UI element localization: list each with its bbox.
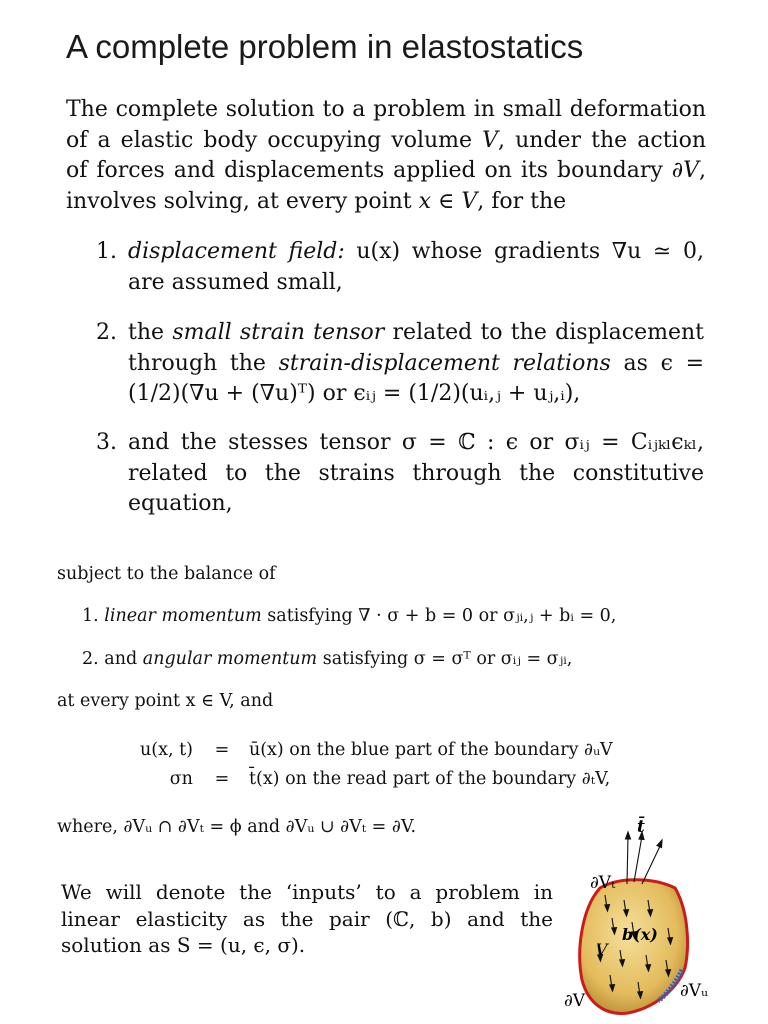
balance-em: angular momentum xyxy=(142,649,318,669)
list-item-em2: strain-displacement relations xyxy=(278,350,611,376)
where-line: where, ∂Vᵤ ∩ ∂Vₜ = ϕ and ∂Vᵤ ∪ ∂Vₜ = ∂V. xyxy=(57,817,417,837)
intro-V: V xyxy=(482,127,499,153)
dV-label: ∂V xyxy=(564,991,586,1011)
page-title: A complete problem in elastostatics xyxy=(66,28,584,65)
equation-equals: = xyxy=(214,739,230,760)
dVu-label: ∂Vᵤ xyxy=(680,981,708,1001)
list-item-strain xyxy=(96,318,704,410)
traction-arrows xyxy=(626,832,663,884)
intro-pre: The complete solution to a problem in small deformation of a elastic body occupying volume xyxy=(66,97,706,153)
list-item-em: displacement field: xyxy=(128,239,345,264)
inputs-note: We will denote the ‘inputs’ to a problem in linear elasticity as the pair (ℂ, b) and the solution as S = (u, ϵ, σ). xyxy=(61,880,553,957)
boundary-conditions xyxy=(140,735,613,793)
list-item-text-b: as ϵ = (1/2)(∇u + (∇u)ᵀ) or ϵᵢⱼ = (1/2)(uᵢ,ⱼ + uⱼ,ᵢ), xyxy=(128,350,705,406)
equation-row xyxy=(140,764,613,793)
equation-row xyxy=(140,735,613,764)
list-number: 1. xyxy=(96,239,117,264)
balance-text: satisfying ∇ · σ + b = 0 or σⱼᵢ,ⱼ + bᵢ = 0, xyxy=(261,606,617,626)
intro-x-in-V: x ∈ V xyxy=(418,188,478,214)
list-item-text: u(x) whose gradients ∇u ≃ 0, are assumed small, xyxy=(128,239,704,295)
at-every-point: at every point x ∈ V, and xyxy=(57,691,274,711)
traction-label: t̄ xyxy=(637,817,645,837)
balance-angular xyxy=(82,647,572,671)
balance-number: 2. xyxy=(82,649,99,669)
balance-text: satisfying σ = σᵀ or σᵢⱼ = σⱼᵢ, xyxy=(317,649,573,669)
equation-rhs: ū(x) on the blue part of the boundary ∂ᵤV xyxy=(248,739,613,760)
equation-rhs: t̄(x) on the read part of the boundary ∂ₜV, xyxy=(248,768,611,789)
equation-lhs: σn xyxy=(169,768,193,789)
intro-mid1: , under the action of forces and displacements applied on its boundary xyxy=(66,127,706,183)
list-item-pre: the xyxy=(128,320,173,345)
intro-dV: ∂V xyxy=(671,158,699,183)
intro-paragraph xyxy=(66,95,706,217)
list-item-em: small strain tensor xyxy=(172,320,385,345)
equation-lhs: u(x, t) xyxy=(140,739,193,760)
equation-equals: = xyxy=(214,768,230,789)
list-item-displacement xyxy=(96,237,704,298)
list-item-text: related to the displacement through the xyxy=(128,320,704,376)
elastic-body-figure xyxy=(560,810,750,1020)
list-number: 2. xyxy=(96,320,117,345)
balance-em: linear momentum xyxy=(104,606,262,626)
body-force-label: b(x) xyxy=(622,925,658,944)
balance-pre: and xyxy=(104,649,143,669)
list-item-text: and the stesses tensor σ = ℂ : ϵ or σᵢⱼ = Cᵢⱼₖₗϵₖₗ, related to the strains through the constitutive equation, xyxy=(128,430,704,516)
balance-number: 1. xyxy=(82,606,99,626)
list-item-stress xyxy=(96,428,704,520)
balance-linear xyxy=(82,604,616,628)
volume-label: V xyxy=(596,940,608,959)
intro-mid2: , involves solving, at every point xyxy=(66,158,706,214)
dVt-label: ∂Vₜ xyxy=(590,873,616,893)
subject-line: subject to the balance of xyxy=(57,564,276,584)
intro-post: , for the xyxy=(477,188,567,214)
list-number: 3. xyxy=(96,430,117,455)
